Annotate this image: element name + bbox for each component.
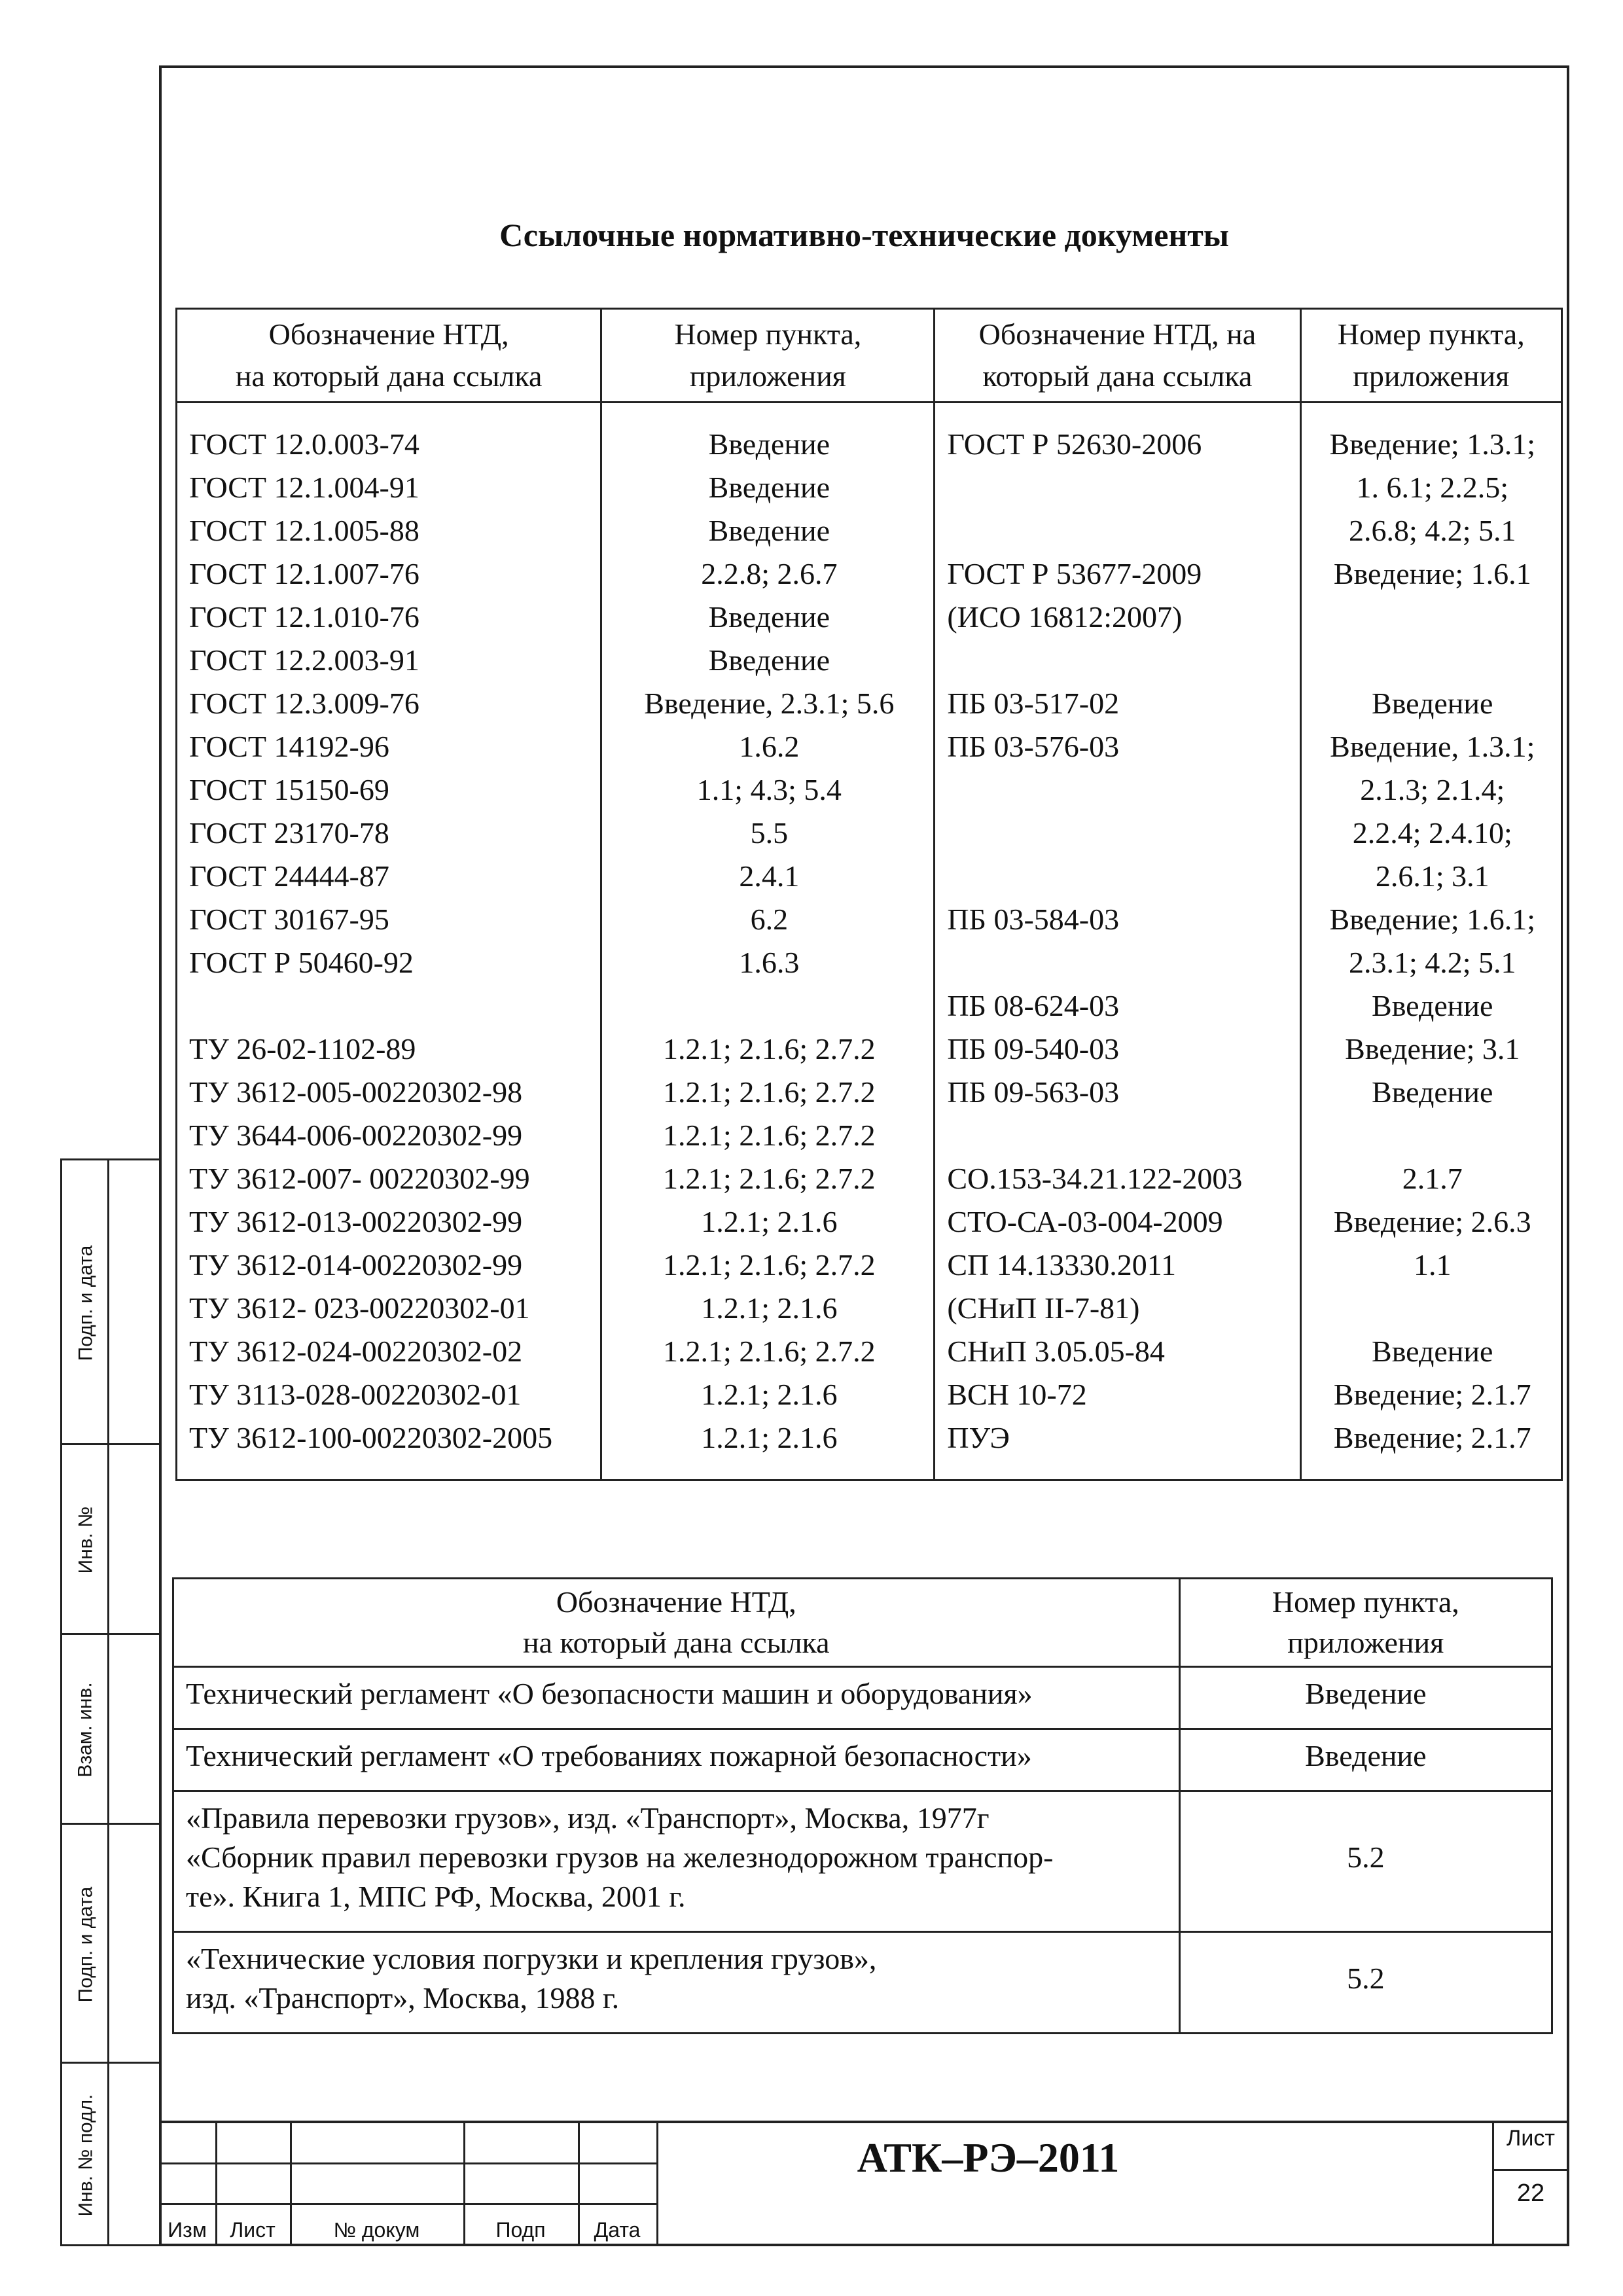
table1-cell: 6.2 (750, 903, 789, 936)
stamp-label-sheet: Лист (230, 2218, 276, 2242)
table1-cell: Введение (708, 471, 830, 504)
table1-cell: 2.6.8; 4.2; 5.1 (1348, 514, 1516, 547)
table1-cell: Введение; 2.6.3 (1333, 1205, 1531, 1238)
table1-cell: 1.2.1; 2.1.6 (701, 1291, 838, 1325)
table2-header-1: Номер пункта, приложения (1179, 1579, 1552, 1667)
table1-cell: СНиП 3.05.05-84 (947, 1335, 1165, 1368)
table1-cell: ГОСТ 12.2.003-91 (189, 643, 419, 677)
table1-cell: ГОСТ 12.3.009-76 (189, 687, 419, 720)
table1-cell: Введение, 2.3.1; 5.6 (644, 687, 895, 720)
stamp-label-change: Изм (168, 2218, 207, 2242)
table1-cell: ТУ 26-02-1102-89 (189, 1032, 416, 1066)
table1-cell: 1.2.1; 2.1.6 (701, 1378, 838, 1411)
side-stamp (60, 1158, 159, 2246)
page-title: Ссылочные нормативно-технические документы (499, 217, 1229, 253)
table1-cell: ТУ 3612- 023-00220302-01 (189, 1291, 530, 1325)
table1-cell (947, 1114, 1290, 1157)
column-doc-left (177, 403, 601, 1480)
table1-cell: Введение (1372, 1335, 1493, 1368)
referenced-docs-table (175, 308, 1563, 1481)
table1-cell (947, 941, 1290, 984)
table1-cell: СТО-СА-03-004-2009 (947, 1205, 1223, 1238)
table1-cell: Введение (708, 643, 830, 677)
document-code: АТК–РЭ–2011 (857, 2134, 1120, 2181)
table1-header-3: Номер пункта, приложения (1300, 309, 1561, 403)
table1-cell: ГОСТ 12.1.007-76 (189, 557, 419, 590)
table1-cell: 2.1.3; 2.1.4; (1360, 773, 1505, 806)
sheet-number: 22 (1516, 2179, 1545, 2207)
table1-cell (947, 509, 1290, 552)
regulation-doc: Технический регламент «О требованиях пожарной безопасности» (173, 1729, 1180, 1791)
table1-cell (1313, 639, 1552, 682)
table1-cell: 1.2.1; 2.1.6; 2.7.2 (663, 1119, 876, 1152)
table-row (173, 1791, 1552, 1932)
table1-cell: Введение; 1.6.1 (1333, 557, 1531, 590)
table1-cell: ПБ 08-624-03 (947, 989, 1120, 1022)
column-ref-right (1300, 403, 1561, 1480)
table1-cell: Введение, 1.3.1; (1330, 730, 1535, 763)
table1-cell: ТУ 3612-024-00220302-02 (189, 1335, 523, 1368)
table1-cell: ГОСТ Р 50460-92 (189, 946, 414, 979)
table1-cell: 1.2.1; 2.1.6; 2.7.2 (663, 1162, 876, 1195)
table1-cell: ПБ 09-563-03 (947, 1075, 1120, 1109)
table1-cell: 2.2.8; 2.6.7 (701, 557, 838, 590)
regulation-ref: 5.2 (1179, 1932, 1552, 2034)
side-label-inv-no: Инв. № (75, 1506, 97, 1574)
table1-cell: ГОСТ 12.0.003-74 (189, 427, 419, 461)
table1-cell: 1.2.1; 2.1.6; 2.7.2 (663, 1032, 876, 1066)
table1-cell (947, 855, 1290, 898)
table1-cell: Введение (1372, 687, 1493, 720)
table1-cell: ПБ 03-576-03 (947, 730, 1120, 763)
table1-cell: ТУ 3612-005-00220302-98 (189, 1075, 523, 1109)
column-doc-right (935, 403, 1300, 1480)
table1-cell (1313, 596, 1552, 639)
table1-cell: 1.6.3 (739, 946, 800, 979)
column-ref-left (601, 403, 935, 1480)
table2-header-0: Обозначение НТД, на который дана ссылка (173, 1579, 1180, 1667)
table1-cell: Введение (708, 514, 830, 547)
table1-cell: ПБ 03-584-03 (947, 903, 1120, 936)
table1-header-0: Обозначение НТД, на который дана ссылка (177, 309, 601, 403)
regulation-ref: 5.2 (1179, 1791, 1552, 1932)
stamp-label-doc-no: № докум (333, 2218, 420, 2242)
sheet-label: Лист (1507, 2126, 1555, 2151)
table-row (173, 1667, 1552, 1729)
table1-cell: 1.2.1; 2.1.6 (701, 1205, 838, 1238)
table1-cell: ТУ 3612-007- 00220302-99 (189, 1162, 530, 1195)
table1-cell: ГОСТ 30167-95 (189, 903, 389, 936)
table1-cell: ПБ 09-540-03 (947, 1032, 1120, 1066)
table1-cell: ГОСТ 23170-78 (189, 816, 389, 850)
table1-header-2: Обозначение НТД, на который дана ссылка (935, 309, 1300, 403)
table1-cell: Введение; 1.6.1; (1329, 903, 1535, 936)
side-label-replace-inv: Взам. инв. (75, 1682, 96, 1778)
table1-cell: ТУ 3612-100-00220302-2005 (189, 1421, 553, 1454)
regulations-table (172, 1577, 1553, 2034)
table1-cell: ГОСТ 14192-96 (189, 730, 389, 763)
table1-cell: Введение; 2.1.7 (1333, 1421, 1531, 1454)
table1-cell: ГОСТ 12.1.005-88 (189, 514, 419, 547)
table1-cell: 1.2.1; 2.1.6; 2.7.2 (663, 1248, 876, 1282)
table1-cell (1313, 1114, 1552, 1157)
table1-cell: СП 14.13330.2011 (947, 1248, 1177, 1282)
table1-cell (614, 984, 924, 1028)
table1-cell: ПБ 03-517-02 (947, 687, 1120, 720)
table1-cell: ГОСТ 12.1.010-76 (189, 600, 419, 634)
side-label-sign-date-1: Подп. и дата (75, 1245, 96, 1361)
table1-cell: Введение; 3.1 (1345, 1032, 1520, 1066)
table1-cell: 2.3.1; 4.2; 5.1 (1348, 946, 1516, 979)
table1-cell: Введение (1372, 1075, 1493, 1109)
stamp-label-date: Дата (594, 2218, 641, 2242)
table1-cell: ТУ 3612-014-00220302-99 (189, 1248, 523, 1282)
regulation-ref: Введение (1179, 1667, 1552, 1729)
regulation-doc: «Правила перевозки грузов», изд. «Транспорт», Москва, 1977г «Сборник правил перевозки грузов на железнодорожном транспор- те». Книга 1, МПС РФ, Москва, 2001 г. (173, 1791, 1180, 1932)
table1-cell: ПУЭ (947, 1421, 1010, 1454)
table1-cell: Введение; 1.3.1; (1329, 427, 1535, 461)
side-label-sign-date-2: Подп. и дата (75, 1886, 96, 2002)
table1-cell: (ИСО 16812:2007) (947, 600, 1183, 634)
table1-cell: СО.153-34.21.122-2003 (947, 1162, 1243, 1195)
table1-cell (189, 984, 591, 1028)
table1-cell: ГОСТ Р 52630-2006 (947, 427, 1202, 461)
table1-cell (947, 768, 1290, 812)
table1-cell: Введение (708, 427, 830, 461)
table1-cell: ТУ 3612-013-00220302-99 (189, 1205, 523, 1238)
table1-cell: ТУ 3113-028-00220302-01 (189, 1378, 522, 1411)
table1-cell: 2.2.4; 2.4.10; (1352, 816, 1512, 850)
table1-cell: 2.1.7 (1402, 1162, 1463, 1195)
regulation-doc: Технический регламент «О безопасности машин и оборудования» (173, 1667, 1180, 1729)
table1-cell (947, 639, 1290, 682)
regulation-doc: «Технические условия погрузки и крепления грузов», изд. «Транспорт», Москва, 1988 г. (173, 1932, 1180, 2034)
table1-cell: Введение (1372, 989, 1493, 1022)
table1-cell (947, 466, 1290, 509)
table1-cell: ВСН 10-72 (947, 1378, 1087, 1411)
table1-cell: ГОСТ 12.1.004-91 (189, 471, 419, 504)
table1-cell: (СНиП II-7-81) (947, 1291, 1140, 1325)
table1-cell: ГОСТ Р 53677-2009 (947, 557, 1202, 590)
table1-cell: ГОСТ 15150-69 (189, 773, 389, 806)
table1-cell: 2.4.1 (739, 859, 800, 893)
table1-cell: Введение; 2.1.7 (1333, 1378, 1531, 1411)
table1-cell: 1.2.1; 2.1.6; 2.7.2 (663, 1335, 876, 1368)
table-row (173, 1932, 1552, 2034)
table-row (173, 1729, 1552, 1791)
table1-cell: 1.1; 4.3; 5.4 (696, 773, 842, 806)
table1-cell: 1.2.1; 2.1.6 (701, 1421, 838, 1454)
table1-cell (947, 812, 1290, 855)
table1-cell: ГОСТ 24444-87 (189, 859, 389, 893)
table1-header-1: Номер пункта, приложения (601, 309, 935, 403)
table1-cell: Введение (708, 600, 830, 634)
table1-cell: 1. 6.1; 2.2.5; (1356, 471, 1509, 504)
table1-cell: 1.6.2 (739, 730, 800, 763)
table1-cell: 1.2.1; 2.1.6; 2.7.2 (663, 1075, 876, 1109)
table1-cell (1313, 1287, 1552, 1330)
regulation-ref: Введение (1179, 1729, 1552, 1791)
side-label-original-inv: Инв. № подл. (75, 2094, 96, 2216)
stamp-label-signature: Подп (495, 2218, 546, 2242)
table1-cell: 2.6.1; 3.1 (1375, 859, 1489, 893)
table1-cell: 1.1 (1414, 1248, 1452, 1282)
table1-cell: ТУ 3644-006-00220302-99 (189, 1119, 523, 1152)
table1-cell: 5.5 (750, 816, 789, 850)
